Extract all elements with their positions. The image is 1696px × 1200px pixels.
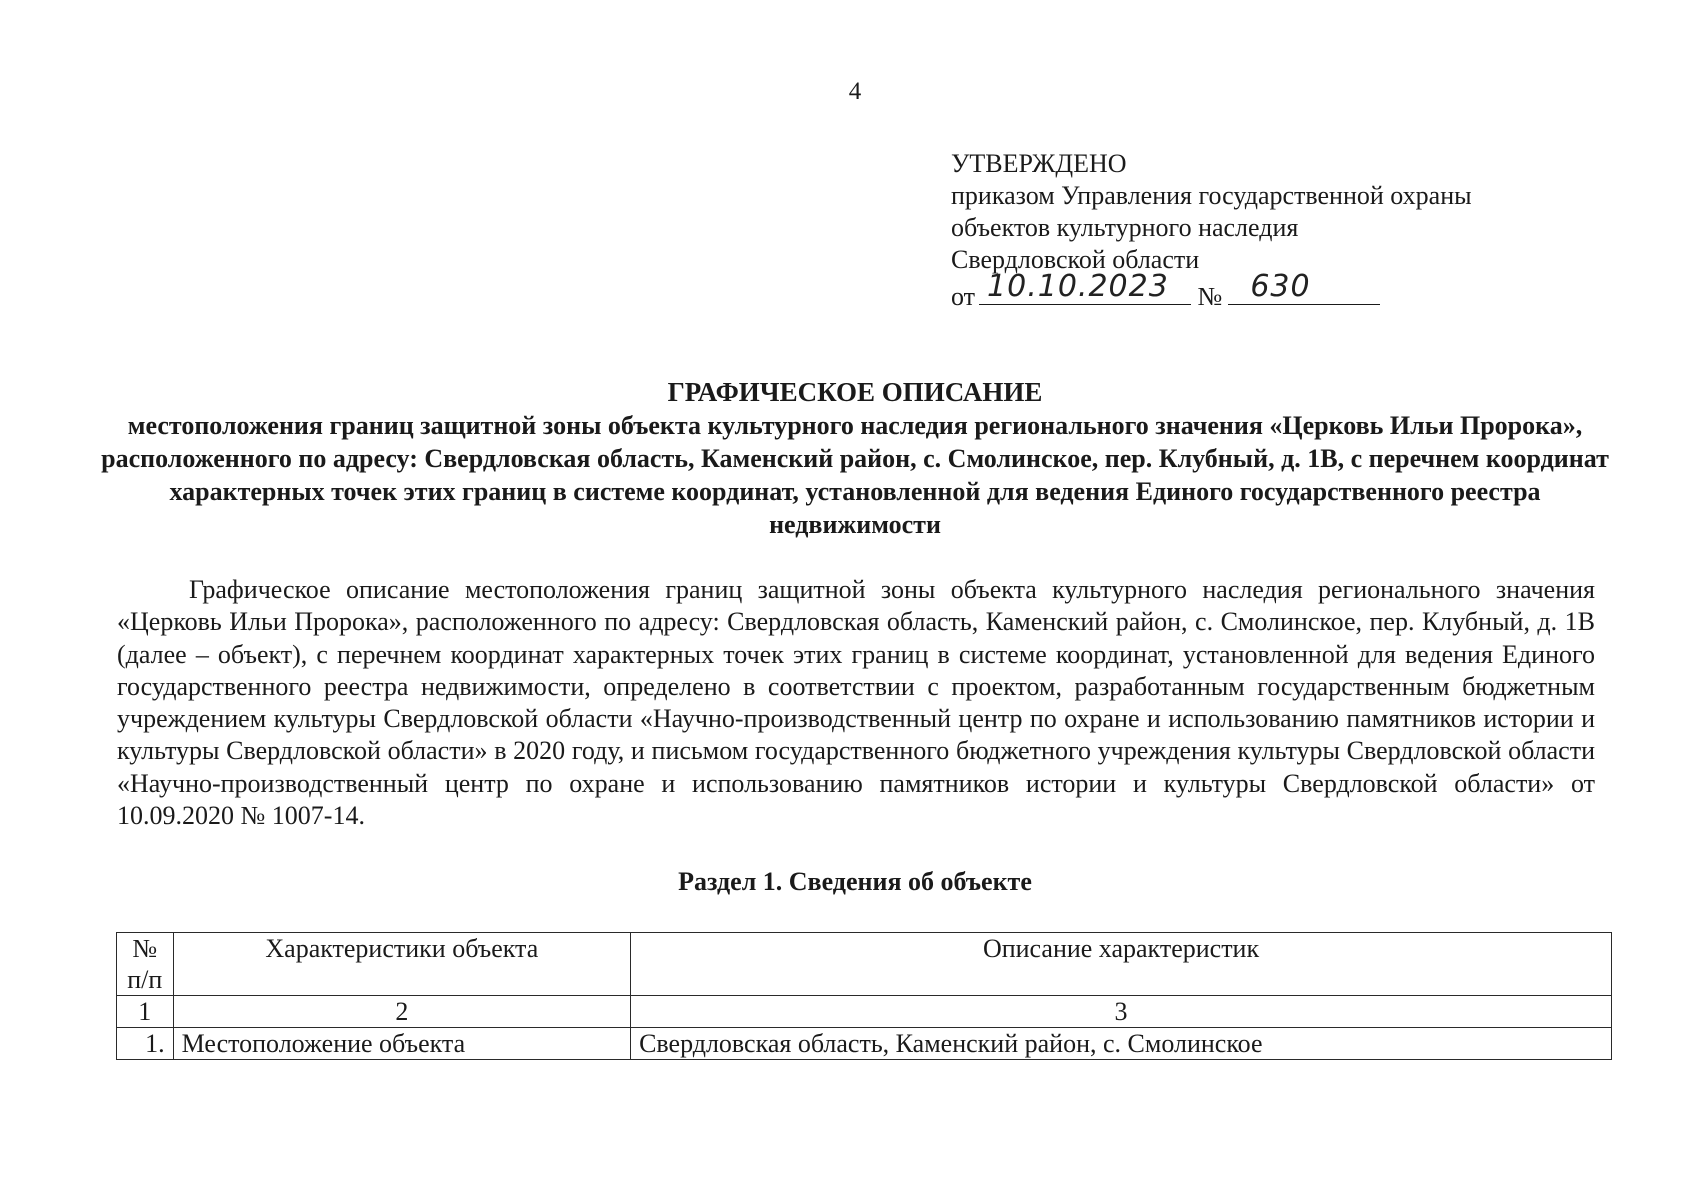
row-number-cell: 1. [117, 1028, 174, 1060]
handwritten-number: 630 [1250, 269, 1311, 304]
approval-issuer-line: приказом Управления государственной охраны [951, 181, 1472, 210]
section-heading: Раздел 1. Сведения об объекте [678, 867, 1032, 896]
object-info-table [116, 932, 1612, 1060]
handwritten-date: 10.10.2023 [987, 269, 1169, 304]
number-blank [1228, 269, 1380, 305]
approval-date-number-line [951, 269, 1472, 313]
approval-title: УТВЕРЖДЕНО [951, 149, 1127, 178]
column-number-cell: 1 [117, 996, 174, 1028]
body-paragraph: Графическое описание местоположения границ защитной зоны объекта культурного наследия регионального значения «Церковь Ильи Пророка», расположенного по адресу: Свердловская область, Каменский район, с. Смолинское, пер. Клубный, д. 1В (далее – объект), с перечнем координат характерных точек этих границ в системе координат, установленной для ведения Единого государственного реестра недвижимости, определено в соответствии с проектом, разработанным государственным бюджетным учреждением культуры Свердловской области «Научно-производственный центр по охране и использованию памятников истории и культуры Свердловской области» в 2020 году, и письмом государственного бюджетного учреждения культуры Свердловской области «Научно-производственный центр по охране и использованию памятников истории и культуры Свердловской области» от 10.09.2020 № 1007-14. [117, 575, 1595, 831]
approval-issuer-line: Свердловской области [951, 245, 1200, 274]
approval-issuer-line: объектов культурного наследия [951, 213, 1299, 242]
header-cell-characteristics: Характеристики объекта [173, 933, 630, 996]
column-number-cell: 3 [631, 996, 1612, 1028]
header-cell-description: Описание характеристик [631, 933, 1612, 996]
header-number-symbol: № [132, 934, 158, 963]
header-number-abbrev: п/п [127, 965, 163, 994]
page-number: 4 [848, 78, 862, 105]
number-label: № [1197, 282, 1223, 311]
from-label: от [951, 282, 976, 311]
characteristic-cell: Местоположение объекта [173, 1028, 630, 1060]
table-row [117, 1028, 1612, 1060]
date-blank [979, 269, 1191, 305]
title-subheading: местоположения границ защитной зоны объекта культурного наследия регионального значения «Церковь Ильи Пророка», расположенного по адресу: Свердловская область, Каменский район, с. Смолинское, пер. Клубный, д. 1В, с перечнем координат характерных точек этих границ в системе координат, установленной для ведения Единого государственного реестра недвижимости [101, 411, 1609, 539]
title-heading: ГРАФИЧЕСКОЕ ОПИСАНИЕ [667, 377, 1043, 407]
table-header-row [117, 933, 1612, 996]
column-number-cell: 2 [173, 996, 630, 1028]
header-cell-number [117, 933, 174, 996]
table-column-number-row [117, 996, 1612, 1028]
document-title [100, 376, 1610, 541]
description-cell: Свердловская область, Каменский район, с. Смолинское [631, 1028, 1612, 1060]
approval-stamp [951, 148, 1472, 313]
